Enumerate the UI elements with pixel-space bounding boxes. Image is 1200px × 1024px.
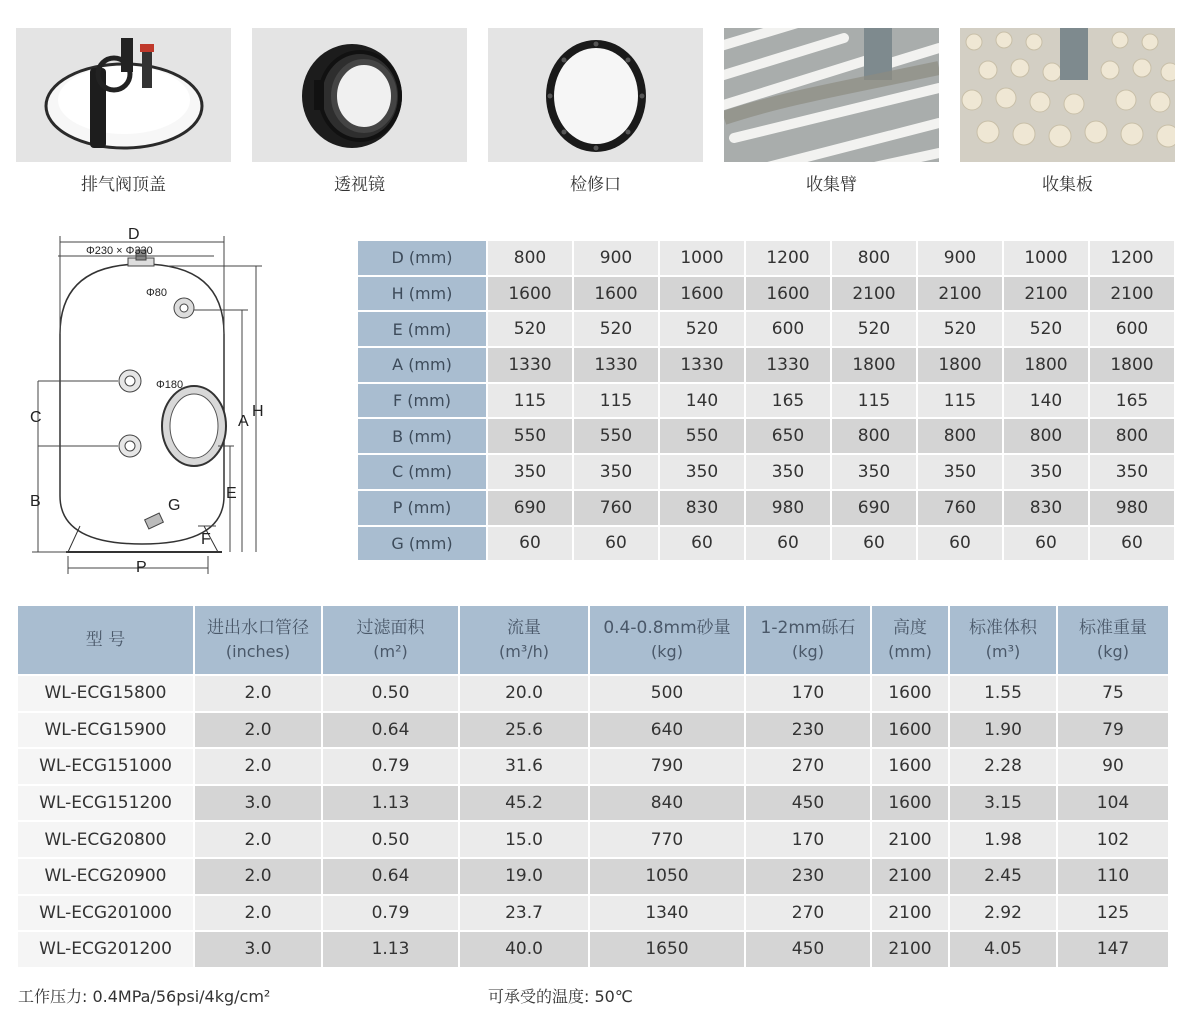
- model-value-cell: 79: [1058, 713, 1168, 748]
- spec-row: [358, 384, 1174, 418]
- spec-cell: 165: [1090, 384, 1174, 418]
- model-value-cell: 2.0: [195, 676, 321, 711]
- model-name-cell: WL-ECG20900: [18, 859, 193, 894]
- model-value-cell: 0.50: [323, 676, 458, 711]
- spec-cell: 800: [832, 241, 916, 275]
- header-unit: (kg): [792, 642, 824, 661]
- spec-cell: 1330: [660, 348, 744, 382]
- spec-cell: 1000: [660, 241, 744, 275]
- model-value-cell: 2.0: [195, 749, 321, 784]
- spec-row: [358, 241, 1174, 275]
- model-name-cell: WL-ECG15900: [18, 713, 193, 748]
- model-value-cell: 450: [746, 932, 870, 967]
- spec-cell: 60: [660, 527, 744, 561]
- model-header-cell: [950, 606, 1056, 674]
- header-title: 0.4-0.8mm砂量: [603, 618, 731, 638]
- model-value-cell: 0.64: [323, 859, 458, 894]
- spec-cell: 760: [574, 491, 658, 525]
- spec-cell: 980: [1090, 491, 1174, 525]
- model-value-cell: 0.79: [323, 749, 458, 784]
- spec-cell: 140: [1004, 384, 1088, 418]
- label-top-opening: Φ230 × Φ330: [86, 245, 153, 257]
- spec-cell: 115: [832, 384, 916, 418]
- model-spec-table: [16, 604, 1170, 969]
- label-d: D: [128, 226, 140, 243]
- model-value-cell: 1.13: [323, 786, 458, 821]
- spec-table-body: [358, 241, 1174, 560]
- spec-cell: 2100: [832, 277, 916, 311]
- model-value-cell: 2.92: [950, 896, 1056, 931]
- thumb-caption: 透视镜: [334, 175, 385, 195]
- model-value-cell: 1650: [590, 932, 744, 967]
- spec-row: [358, 312, 1174, 346]
- spec-cell: 520: [832, 312, 916, 346]
- model-value-cell: 104: [1058, 786, 1168, 821]
- model-value-cell: 15.0: [460, 822, 588, 857]
- model-value-cell: 45.2: [460, 786, 588, 821]
- collector-plate-image: [960, 28, 1175, 162]
- header-title: 流量: [507, 618, 541, 638]
- model-value-cell: 500: [590, 676, 744, 711]
- spec-cell: 690: [832, 491, 916, 525]
- model-row: [18, 676, 1168, 711]
- model-header-cell: [590, 606, 744, 674]
- spec-row-label: F (mm): [358, 384, 486, 418]
- spec-cell: 1000: [1004, 241, 1088, 275]
- model-value-cell: 2.0: [195, 859, 321, 894]
- spec-cell: 800: [1004, 419, 1088, 453]
- spec-cell: 800: [918, 419, 1002, 453]
- spec-cell: 60: [746, 527, 830, 561]
- header-title: 型 号: [85, 629, 126, 650]
- model-value-cell: 770: [590, 822, 744, 857]
- header-unit: (kg): [1097, 642, 1129, 661]
- thumb-caption: 收集臂: [806, 175, 857, 195]
- spec-cell: 1600: [660, 277, 744, 311]
- header-title: 过滤面积: [356, 618, 425, 638]
- vent-valve-lid-image: [16, 28, 231, 162]
- model-header-cell: [18, 606, 193, 674]
- spec-cell: 1600: [746, 277, 830, 311]
- model-value-cell: 2.28: [950, 749, 1056, 784]
- model-value-cell: 20.0: [460, 676, 588, 711]
- thumb-vent-valve-lid: [16, 28, 231, 198]
- spec-cell: 600: [746, 312, 830, 346]
- model-value-cell: 0.64: [323, 713, 458, 748]
- spec-cell: 165: [746, 384, 830, 418]
- spec-row-label: P (mm): [358, 491, 486, 525]
- model-value-cell: 90: [1058, 749, 1168, 784]
- model-value-cell: 3.0: [195, 932, 321, 967]
- header-unit: (m³/h): [498, 642, 549, 661]
- spec-cell: 115: [488, 384, 572, 418]
- model-value-cell: 840: [590, 786, 744, 821]
- filter-dimension-diagram: [18, 226, 298, 586]
- spec-cell: 350: [488, 455, 572, 489]
- spec-cell: 1330: [488, 348, 572, 382]
- spec-cell: 520: [1004, 312, 1088, 346]
- spec-cell: 1330: [574, 348, 658, 382]
- model-row: [18, 749, 1168, 784]
- model-value-cell: 1.13: [323, 932, 458, 967]
- model-value-cell: 2.0: [195, 896, 321, 931]
- header-unit: (inches): [225, 642, 291, 661]
- spec-row-label: C (mm): [358, 455, 486, 489]
- model-table-body: [18, 676, 1168, 967]
- model-value-cell: 25.6: [460, 713, 588, 748]
- model-value-cell: 640: [590, 713, 744, 748]
- spec-cell: 350: [918, 455, 1002, 489]
- model-value-cell: 3.0: [195, 786, 321, 821]
- model-header-cell: [460, 606, 588, 674]
- spec-row-label: E (mm): [358, 312, 486, 346]
- label-e: E: [226, 485, 237, 502]
- spec-cell: 690: [488, 491, 572, 525]
- label-a: A: [238, 413, 249, 430]
- spec-cell: 350: [1004, 455, 1088, 489]
- thumb-sight-glass: [252, 28, 467, 198]
- spec-cell: 520: [918, 312, 1002, 346]
- spec-row-label: B (mm): [358, 419, 486, 453]
- spec-row-label: D (mm): [358, 241, 486, 275]
- model-value-cell: 125: [1058, 896, 1168, 931]
- spec-cell: 115: [918, 384, 1002, 418]
- model-name-cell: WL-ECG201200: [18, 932, 193, 967]
- spec-row: [358, 419, 1174, 453]
- spec-cell: 760: [918, 491, 1002, 525]
- header-title: 1-2mm砾石: [760, 618, 856, 638]
- model-name-cell: WL-ECG151000: [18, 749, 193, 784]
- model-value-cell: 1050: [590, 859, 744, 894]
- spec-cell: 1200: [746, 241, 830, 275]
- spec-cell: 350: [660, 455, 744, 489]
- model-value-cell: 2100: [872, 896, 948, 931]
- spec-cell: 520: [574, 312, 658, 346]
- model-value-cell: 23.7: [460, 896, 588, 931]
- model-header-cell: [195, 606, 321, 674]
- thumb-collector-arms: [724, 28, 939, 198]
- model-row: [18, 822, 1168, 857]
- temperature-rating: 可承受的温度: 50℃: [488, 987, 633, 1006]
- label-c: C: [30, 409, 42, 426]
- model-name-cell: WL-ECG201000: [18, 896, 193, 931]
- spec-cell: 1800: [1090, 348, 1174, 382]
- model-value-cell: 170: [746, 822, 870, 857]
- spec-cell: 520: [488, 312, 572, 346]
- spec-cell: 1800: [1004, 348, 1088, 382]
- spec-cell: 1600: [574, 277, 658, 311]
- working-pressure: 工作压力: 0.4MPa/56psi/4kg/cm²: [18, 987, 271, 1006]
- spec-cell: 550: [660, 419, 744, 453]
- collector-arms-image: [724, 28, 939, 162]
- model-value-cell: 31.6: [460, 749, 588, 784]
- model-value-cell: 2.0: [195, 713, 321, 748]
- label-g: G: [168, 497, 181, 514]
- manhole-image: [488, 28, 703, 162]
- label-manhole: Φ180: [156, 379, 184, 391]
- model-value-cell: 110: [1058, 859, 1168, 894]
- spec-row: [358, 455, 1174, 489]
- model-row: [18, 859, 1168, 894]
- model-value-cell: 1340: [590, 896, 744, 931]
- spec-cell: 550: [574, 419, 658, 453]
- spec-row-label: H (mm): [358, 277, 486, 311]
- model-value-cell: 147: [1058, 932, 1168, 967]
- spec-cell: 900: [574, 241, 658, 275]
- component-thumbnails: [16, 28, 1186, 198]
- spec-cell: 60: [832, 527, 916, 561]
- header-unit: (mm): [888, 642, 932, 661]
- model-value-cell: 450: [746, 786, 870, 821]
- label-p: P: [136, 559, 147, 576]
- spec-cell: 1800: [918, 348, 1002, 382]
- model-value-cell: 270: [746, 896, 870, 931]
- model-table-header: [18, 606, 1168, 674]
- model-value-cell: 270: [746, 749, 870, 784]
- spec-cell: 115: [574, 384, 658, 418]
- model-value-cell: 1600: [872, 713, 948, 748]
- spec-cell: 350: [1090, 455, 1174, 489]
- spec-cell: 550: [488, 419, 572, 453]
- header-unit: (m²): [373, 642, 408, 661]
- spec-cell: 830: [660, 491, 744, 525]
- spec-cell: 350: [832, 455, 916, 489]
- spec-row: [358, 491, 1174, 525]
- model-value-cell: 1.90: [950, 713, 1056, 748]
- model-row: [18, 896, 1168, 931]
- spec-cell: 980: [746, 491, 830, 525]
- model-value-cell: 230: [746, 859, 870, 894]
- model-value-cell: 2100: [872, 859, 948, 894]
- model-header-cell: [1058, 606, 1168, 674]
- model-value-cell: 19.0: [460, 859, 588, 894]
- spec-cell: 650: [746, 419, 830, 453]
- spec-cell: 140: [660, 384, 744, 418]
- spec-cell: 830: [1004, 491, 1088, 525]
- model-header-cell: [323, 606, 458, 674]
- model-name-cell: WL-ECG20800: [18, 822, 193, 857]
- thumb-caption: 排气阀顶盖: [81, 175, 166, 195]
- model-row: [18, 932, 1168, 967]
- model-value-cell: 1.98: [950, 822, 1056, 857]
- spec-cell: 1800: [832, 348, 916, 382]
- spec-row: [358, 527, 1174, 561]
- spec-cell: 800: [1090, 419, 1174, 453]
- spec-row-label: G (mm): [358, 527, 486, 561]
- model-header-cell: [746, 606, 870, 674]
- header-unit: (m³): [985, 642, 1021, 661]
- spec-row: [358, 277, 1174, 311]
- spec-cell: 900: [918, 241, 1002, 275]
- model-row: [18, 713, 1168, 748]
- label-h: H: [252, 403, 264, 420]
- model-value-cell: 170: [746, 676, 870, 711]
- model-name-cell: WL-ECG15800: [18, 676, 193, 711]
- model-value-cell: 2.45: [950, 859, 1056, 894]
- spec-cell: 2100: [1090, 277, 1174, 311]
- model-row: [18, 786, 1168, 821]
- label-vent: Φ80: [146, 287, 168, 299]
- spec-row-label: A (mm): [358, 348, 486, 382]
- model-value-cell: 1600: [872, 786, 948, 821]
- model-value-cell: 1600: [872, 749, 948, 784]
- model-value-cell: 75: [1058, 676, 1168, 711]
- spec-cell: 520: [660, 312, 744, 346]
- spec-cell: 350: [746, 455, 830, 489]
- spec-cell: 2100: [918, 277, 1002, 311]
- model-header-cell: [872, 606, 948, 674]
- header-title: 高度: [893, 618, 927, 638]
- spec-cell: 60: [1090, 527, 1174, 561]
- thumb-caption: 检修口: [570, 175, 621, 195]
- model-value-cell: 4.05: [950, 932, 1056, 967]
- spec-cell: 60: [918, 527, 1002, 561]
- model-name-cell: WL-ECG151200: [18, 786, 193, 821]
- model-value-cell: 1600: [872, 676, 948, 711]
- spec-cell: 60: [488, 527, 572, 561]
- spec-cell: 1600: [488, 277, 572, 311]
- spec-row: [358, 348, 1174, 382]
- spec-cell: 60: [574, 527, 658, 561]
- model-value-cell: 0.50: [323, 822, 458, 857]
- model-value-cell: 2100: [872, 932, 948, 967]
- spec-cell: 800: [832, 419, 916, 453]
- header-title: 标准体积: [969, 618, 1037, 638]
- sight-glass-image: [252, 28, 467, 162]
- spec-cell: 1330: [746, 348, 830, 382]
- spec-cell: 2100: [1004, 277, 1088, 311]
- spec-cell: 600: [1090, 312, 1174, 346]
- spec-cell: 350: [574, 455, 658, 489]
- model-value-cell: 230: [746, 713, 870, 748]
- model-value-cell: 2.0: [195, 822, 321, 857]
- model-value-cell: 1.55: [950, 676, 1056, 711]
- thumb-collector-plate: [960, 28, 1175, 198]
- model-value-cell: 3.15: [950, 786, 1056, 821]
- header-title: 进出水口管径: [207, 618, 309, 638]
- model-value-cell: 102: [1058, 822, 1168, 857]
- model-value-cell: 2100: [872, 822, 948, 857]
- header-title: 标准重量: [1079, 618, 1147, 638]
- header-unit: (kg): [651, 642, 683, 661]
- dimension-spec-table: [356, 239, 1176, 562]
- model-value-cell: 0.79: [323, 896, 458, 931]
- thumb-caption: 收集板: [1042, 175, 1093, 195]
- spec-cell: 60: [1004, 527, 1088, 561]
- label-b: B: [30, 493, 41, 510]
- model-value-cell: 790: [590, 749, 744, 784]
- thumb-manhole: [488, 28, 703, 198]
- label-f: F: [201, 531, 211, 548]
- spec-cell: 800: [488, 241, 572, 275]
- spec-cell: 1200: [1090, 241, 1174, 275]
- model-value-cell: 40.0: [460, 932, 588, 967]
